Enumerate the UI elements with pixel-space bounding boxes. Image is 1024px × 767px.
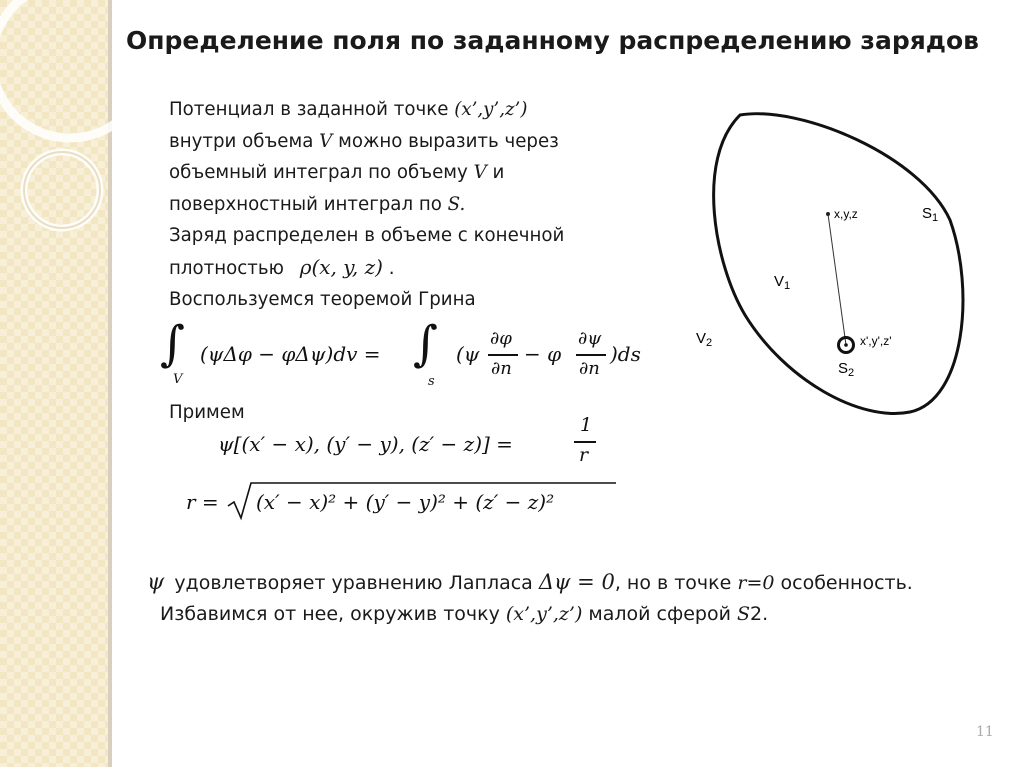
label-s2-main: S (838, 360, 849, 377)
green-lhs: (ψΔφ − φΔψ)dv = (200, 342, 381, 366)
laplace-line (147, 570, 913, 595)
math-point: (x’,y’,z’) (505, 603, 583, 625)
radius-line (828, 214, 846, 345)
text-span: внутри объема (169, 130, 314, 152)
integral-sign: ∫ (160, 316, 186, 372)
green-theorem-equation (160, 316, 650, 392)
green-minus: − φ (524, 342, 562, 366)
point-xyz-prime (844, 343, 848, 347)
text-line (169, 189, 639, 221)
math-sphere-index: 2. (750, 603, 769, 625)
psi-definition-equation (218, 412, 608, 474)
text-line: Заряд распределен в объеме с конечной (169, 225, 565, 246)
text-span: поверхностный интеграл по (169, 193, 442, 215)
integral-subscript: s (428, 374, 435, 389)
text-span: Потенциал в заданной точке (169, 99, 449, 120)
psi-symbol: ψ (147, 570, 165, 595)
text-line (169, 252, 639, 285)
math-sphere: S (737, 603, 751, 625)
laplace-equation: Δψ = 0 (538, 570, 615, 594)
text-span: малой сферой (588, 603, 731, 625)
text-span: плотностью (169, 257, 284, 279)
r-lhs: r = (186, 490, 219, 514)
math-density: ρ(x, y, z) (299, 254, 383, 279)
label-s2-index: 2 (848, 367, 855, 379)
fraction-denominator: r (579, 444, 589, 466)
math-volume: V (319, 130, 333, 152)
label-s1-index: 1 (932, 212, 939, 224)
green-rhs-open: (ψ (456, 342, 480, 366)
integral-sign: ∫ (413, 316, 439, 372)
text-span: . (388, 257, 395, 279)
label-xyz-prime: x',y',z' (860, 334, 892, 348)
radicand: (x′ − x)² + (y′ − y)² + (z′ − z)² (256, 490, 555, 514)
text-line (169, 126, 639, 158)
math-point: (x’,y’,z’) (454, 99, 528, 120)
text-span: объемный интеграл по объему (169, 162, 468, 183)
fraction-denominator: ∂n (579, 358, 600, 379)
accept-label: Примем (169, 402, 245, 423)
fraction-bar (488, 354, 518, 356)
integral-subscript: V (173, 372, 183, 387)
label-s1-main: S (922, 205, 933, 222)
label-v1-main: V (774, 273, 785, 290)
label-s1 (922, 205, 938, 224)
r-definition-equation (186, 478, 626, 528)
math-r-zero: r=0 (737, 572, 775, 594)
math-surface: S. (447, 193, 466, 215)
fraction-numerator: 1 (580, 414, 593, 436)
fraction-bar (574, 441, 596, 443)
decorative-rings (0, 0, 120, 300)
slide-title: Определение поля по заданному распределению зарядов (126, 26, 979, 55)
label-v1-index: 1 (784, 280, 791, 292)
fraction-numerator: ∂ψ (578, 328, 602, 349)
psi-expression: ψ[(x′ − x), (y′ − y), (z′ − z)] = (218, 432, 513, 456)
label-v2 (696, 330, 712, 349)
label-v2-index: 2 (706, 337, 713, 349)
text-line: Воспользуемся теоремой Грина (169, 289, 476, 310)
label-v2-main: V (696, 330, 707, 347)
label-v1 (774, 273, 790, 292)
text-span: можно выразить через (338, 130, 559, 152)
label-s2 (838, 360, 854, 379)
sphere-line (160, 603, 768, 625)
text-line (169, 157, 639, 189)
fraction-denominator: ∂n (491, 358, 512, 379)
fraction-bar (576, 354, 606, 356)
page-number: 11 (976, 724, 994, 740)
text-span: особенность. (780, 572, 913, 594)
text-span: Избавимся от нее, окружив точку (160, 603, 500, 625)
volume-diagram (690, 100, 990, 430)
fraction-numerator: ∂φ (490, 328, 512, 349)
math-volume: V (473, 162, 487, 183)
green-rhs-close: )ds (610, 342, 641, 366)
text-span: удовлетворяет уравнению Лапласа (174, 572, 533, 594)
text-span: , но в точке (614, 572, 732, 594)
intro-paragraph (169, 94, 639, 316)
point-xyz (826, 212, 830, 216)
text-line (169, 94, 639, 126)
text-span: и (492, 162, 505, 183)
label-xyz: x,y,z (834, 207, 858, 221)
